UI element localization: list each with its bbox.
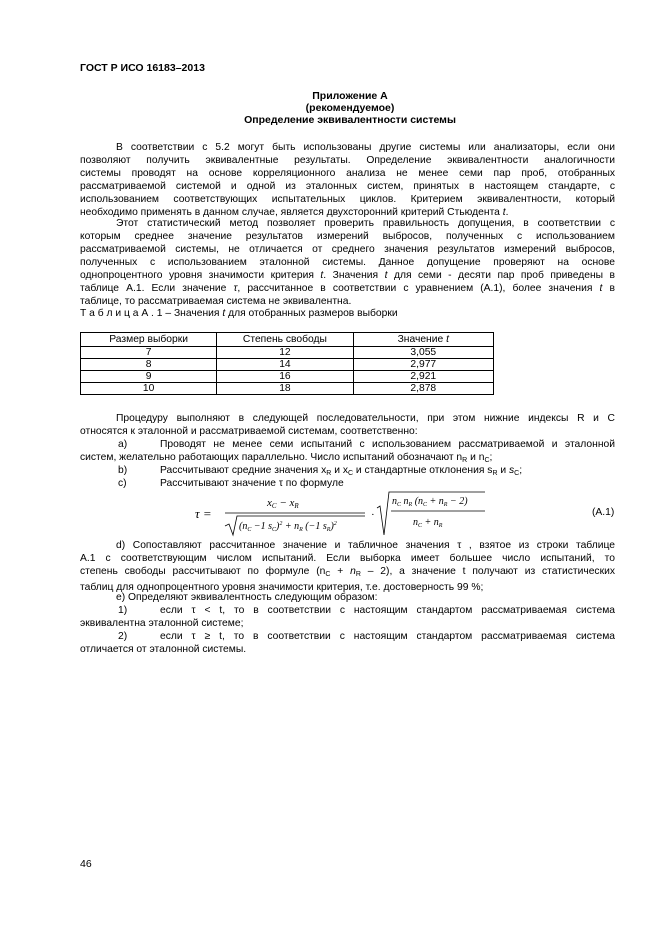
cell: 14 — [217, 359, 353, 371]
step-e-items — [80, 604, 615, 656]
step-e2-line-2: отличается от эталонной системы. — [80, 644, 247, 655]
p2-l5b: . Значения — [323, 270, 379, 281]
step-d-line-3: степень свободы рассчитывают по формуле $(n_C + n_R - 2)$, а значение t получают из статистических — [80, 566, 615, 578]
page-number: 46 — [80, 858, 92, 870]
step-e1-line-2: эквивалентна эталонной системе; — [80, 618, 244, 629]
cell: 9 — [81, 371, 217, 383]
p1-line-6: необходимо применять в данном случае, является двухсторонний критерий Стьюдента t. — [80, 207, 509, 218]
procedure-steps — [80, 438, 615, 490]
step-a-line-2: систем, желательно работающих параллельно. Число испытаний обозначают $n_R$ и $n_C$; — [80, 452, 493, 464]
formula-rad-denominator: $n_C + n_R$ — [413, 517, 443, 529]
step-a-line-1: Проводят не менее семи испытаний с использованием рассматриваемой и эталонной — [160, 439, 615, 450]
p2-l5c: для семи - десяти пар проб приведены в — [393, 270, 615, 281]
step-e2-line-1: если τ ≥ t, то в соответствии с настоящим стандартом рассматриваемая система — [160, 631, 615, 642]
col-degrees-freedom: Степень свободы — [217, 333, 353, 347]
paragraph-2 — [80, 217, 615, 308]
table-caption-prefix: Т а б л и ц а А . 1 — [80, 308, 163, 319]
step-e2-cont — [80, 643, 615, 656]
p2-l6a: таблице А.1. Если значение — [80, 283, 227, 294]
formula-denominator: ($n_C -1$ $s_C)^2 + n_R$ (−1 $s_R)^2$ — [239, 521, 337, 533]
col-t-var: t — [446, 334, 449, 345]
p1-line-1: В соответствии с 5.2 могут быть использованы другие системы или анализаторы, если они — [116, 142, 615, 153]
step-d — [80, 539, 615, 594]
step-e2-label: 2) — [118, 631, 128, 642]
paragraph-1 — [80, 141, 615, 219]
step-a-label: а) — [118, 439, 128, 450]
table-caption-var: t — [222, 308, 226, 319]
cell: 3,055 — [353, 347, 493, 359]
step-c-label: c) — [118, 478, 127, 489]
step-d-line-2: А.1 с соответствующим числом испытаний. Если выборка имеет большее число испытаний, то — [80, 553, 615, 564]
p1-line-4: рассматриваемой системой и одной из эталонных систем, принятых в настоящем стандарте, с — [80, 181, 615, 192]
step-c-text: Рассчитывают значение τ по формуле — [160, 478, 344, 489]
equation-number: (А.1) — [592, 507, 615, 518]
formula-a1 — [195, 490, 495, 538]
step-e-line-1: е) Определяют эквивалентность следующим образом: — [116, 592, 378, 603]
p2-line-5: однопроцентного уровня значимости критерия t. Значения t для семи - десяти пар проб приведены в — [80, 270, 615, 281]
p2-line-4: полученных с использованием эталонной системы. Данное допущение проверяют на основе — [80, 257, 615, 268]
col-t-value-label: Значение — [397, 334, 444, 345]
values-table — [80, 332, 494, 395]
step-e1-label: 1) — [118, 605, 128, 616]
table-row — [81, 359, 494, 371]
step-a — [80, 438, 615, 451]
step-b-text-2: и x — [334, 465, 348, 476]
formula-rad-numerator: $n_C$ $n_R$ $(n_C + n_R - 2)$ — [392, 496, 468, 508]
document-header: ГОСТ Р ИСО 16183–2013 — [80, 62, 205, 74]
table-row — [81, 371, 494, 383]
step-e1 — [80, 604, 615, 617]
p2-line-6: таблице А.1. Если значение τ, рассчитанное в соответствии с уравнением (А.1), более значения t в — [80, 283, 615, 294]
table-caption-rest: – Значения — [162, 308, 223, 319]
table-row — [81, 347, 494, 359]
table-caption — [80, 307, 398, 320]
step-b-label: b) — [118, 465, 128, 476]
p1-t-var: t — [502, 207, 506, 218]
step-b-text-1: Рассчитывают средние значения x — [160, 465, 327, 476]
col-sample-size: Размер выборки — [81, 333, 217, 347]
annex-subtitle: Определение эквивалентности системы — [244, 114, 456, 126]
p2-l6c: в — [609, 283, 615, 294]
p2-line-1: Этот статистический метод позволяет проверить правильность допущения, в соответствии с — [116, 218, 615, 229]
p1-line-3: системы проводят на основе корреляционного анализа не менее семи пар проб, отобранных — [80, 168, 615, 179]
step-e1-line-1: если τ < t, то в соответствии с настоящим стандартом рассматриваемая система — [160, 605, 615, 616]
p2-line-2: которым среднее значение результатов измерений выбросов, полученных с использованием — [80, 231, 615, 242]
cell: 16 — [217, 371, 353, 383]
step-e — [80, 591, 615, 604]
cell: 8 — [81, 359, 217, 371]
formula-dot: · — [371, 509, 375, 521]
step-b-text-3: и стандартные отклонения s — [355, 465, 493, 476]
procedure-intro — [80, 412, 615, 438]
step-d-line-1: d) Сопоставляют рассчитанное значение и табличное значения τ , взятое из строки таблице — [116, 540, 615, 551]
step-a-line-2-text: систем, желательно работающих параллельно. Число испытаний обозначают n — [80, 452, 463, 463]
cell: 2,977 — [353, 359, 493, 371]
step-e1-cont — [80, 617, 615, 630]
cell: 7 — [81, 347, 217, 359]
cell: 10 — [81, 383, 217, 395]
step-b — [80, 464, 615, 477]
procedure-intro-line-2: относятся к эталонной и рассматриваемой системам, соответственно: — [80, 426, 418, 437]
table-row — [81, 383, 494, 395]
p2-line-7: таблице, то рассматриваемая система не эквивалентна. — [80, 296, 352, 307]
step-c — [80, 477, 615, 490]
col-t-value — [353, 333, 493, 347]
step-b-text: Рассчитывают средние значения $x_R$ и $x_C$ и стандартные отклонения $s_R$ и $s_C$; — [160, 465, 523, 477]
cell: 12 — [217, 347, 353, 359]
formula-numerator: xC − xR — [267, 497, 299, 510]
table-header-row — [81, 333, 494, 347]
annex-status: (рекомендуемое) — [305, 102, 395, 114]
procedure-intro-line-1: Процедуру выполняют в следующей последовательности, при этом нижние индексы R и C — [116, 413, 615, 424]
step-a-line-2-tail: и n — [470, 452, 485, 463]
p1-line-2: позволяют получить эквивалентные результаты. Определение эквивалентности аналогичности — [80, 155, 615, 166]
p2-l5a: однопроцентного уровня значимости критерия — [80, 270, 314, 281]
step-d-line-3-a: степень свободы рассчитывают по формуле (n — [80, 566, 326, 577]
step-d-line-3-b: – 2), а значение t получают из статистических — [367, 566, 615, 577]
formula-tau: τ = — [195, 506, 212, 521]
cell: 2,878 — [353, 383, 493, 395]
step-a-cont — [80, 451, 615, 464]
table-caption-end: для отобранных размеров выборки — [225, 308, 398, 319]
cell: 2,921 — [353, 371, 493, 383]
p1-line-5: использованием соответствующих испытательных циклов. Критерием эквивалентности, который — [80, 194, 615, 205]
cell: 18 — [217, 383, 353, 395]
annex-title: Приложение А — [312, 90, 388, 102]
step-e2 — [80, 630, 615, 643]
p2-l6b: , рассчитанное в соответствии с уравнением (А.1), более значения — [237, 283, 593, 294]
p1-line-6-text: необходимо применять в данном случае, является двухсторонний критерий Стьюдента — [80, 207, 500, 218]
p2-line-3: рассматриваемой системы, не отличается от среднего значения результатов измерений выбросов, — [80, 244, 615, 255]
step-d-line-4: таблиц для однопроцентного уровня значимости критерия, т.е. достоверность 99 %; — [80, 582, 484, 593]
